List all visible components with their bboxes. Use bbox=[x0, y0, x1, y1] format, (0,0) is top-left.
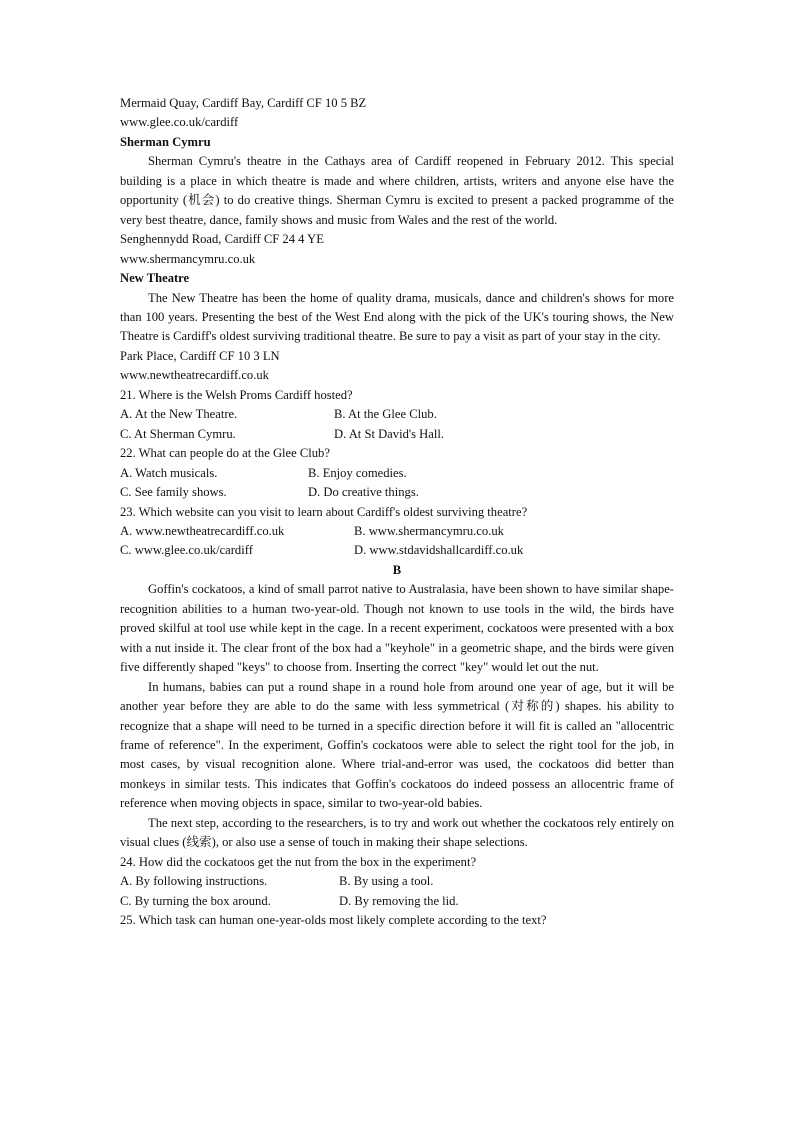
option-c: C. At Sherman Cymru. bbox=[120, 426, 236, 441]
option-c: C. See family shows. bbox=[120, 485, 227, 500]
option-a: A. www.newtheatrecardiff.co.uk bbox=[120, 523, 285, 538]
question-21-options-row-2 bbox=[120, 425, 674, 444]
section-b-heading: B bbox=[392, 562, 402, 577]
option-b: B. www.shermancymru.co.uk bbox=[354, 523, 504, 538]
option-d: D. By removing the lid. bbox=[339, 893, 459, 908]
option-a: A. By following instructions. bbox=[120, 874, 268, 889]
question-24: 24. How did the cockatoos get the nut from the box in the experiment? bbox=[120, 854, 477, 869]
question-22-options-row-2 bbox=[120, 483, 674, 502]
sherman-address: Senghennydd Road, Cardiff CF 24 4 YE bbox=[120, 232, 324, 247]
document-page bbox=[120, 94, 674, 930]
question-23-options-row-2 bbox=[120, 541, 674, 560]
question-23: 23. Which website can you visit to learn about Cardiff's oldest surviving theatre? bbox=[120, 504, 528, 519]
option-d: D. www.stdavidshallcardiff.co.uk bbox=[354, 543, 524, 558]
question-22: 22. What can people do at the Glee Club? bbox=[120, 446, 330, 461]
option-d: D. Do creative things. bbox=[308, 485, 419, 500]
section-b-paragraph-3: The next step, according to the researchers, is to try and work out whether the cockatoos rely entirely on visual clues (线索), or also use a sense of touch in making their shape selections. bbox=[120, 815, 674, 850]
question-24-options-row-2 bbox=[120, 892, 674, 911]
option-a: A. At the New Theatre. bbox=[120, 407, 238, 422]
new-theatre-title: New Theatre bbox=[120, 271, 190, 286]
sherman-title: Sherman Cymru bbox=[120, 134, 211, 149]
sherman-body: Sherman Cymru's theatre in the Cathays area of Cardiff reopened in February 2012. This special building is a place in which theatre is made and where children, artists, writers and anyone else have the opportunity (机会) to do creative things. Sherman Cymru is excited to present a packed programme of the very best theatre, dance, family shows and music from Wales and the rest of the world. bbox=[120, 154, 674, 227]
question-23-options-row-1 bbox=[120, 522, 674, 541]
glee-website: www.glee.co.uk/cardiff bbox=[120, 115, 239, 130]
question-24-options-row-1 bbox=[120, 872, 674, 891]
option-b: B. At the Glee Club. bbox=[334, 407, 437, 422]
option-c: C. By turning the box around. bbox=[120, 893, 271, 908]
question-21: 21. Where is the Welsh Proms Cardiff hosted? bbox=[120, 387, 353, 402]
option-c: C. www.glee.co.uk/cardiff bbox=[120, 543, 253, 558]
question-22-options-row-1 bbox=[120, 464, 674, 483]
question-25: 25. Which task can human one-year-olds most likely complete according to the text? bbox=[120, 913, 547, 928]
option-a: A. Watch musicals. bbox=[120, 465, 218, 480]
glee-address: Mermaid Quay, Cardiff Bay, Cardiff CF 10 5 BZ bbox=[120, 96, 367, 110]
section-b-paragraph-1: Goffin's cockatoos, a kind of small parrot native to Australasia, have been shown to have similar shape-recognition abilities to a human two-year-old. Though not known to use tools in the wild, the birds have proved skilful at tool use while kept in the cage. In a recent experiment, cockatoos were presented with a box with a nut inside it. The clear front of the box had a "keyhole" in a geometric shape, and the birds were given five differently shaped "keys" to choose from. Inserting the correct "key" would let out the nut. bbox=[120, 582, 674, 675]
new-theatre-address: Park Place, Cardiff CF 10 3 LN bbox=[120, 348, 280, 363]
new-theatre-body: The New Theatre has been the home of quality drama, musicals, dance and children's shows for more than 100 years. Presenting the best of the West End along with the pick of the UK's touring shows, the New Theatre is Cardiff's oldest surviving traditional theatre. Be sure to pay a visit as part of your stay in the city. bbox=[120, 290, 674, 344]
option-b: B. Enjoy comedies. bbox=[308, 465, 407, 480]
option-d: D. At St David's Hall. bbox=[334, 426, 445, 441]
new-theatre-website: www.newtheatrecardiff.co.uk bbox=[120, 368, 269, 383]
option-b: B. By using a tool. bbox=[339, 874, 434, 889]
sherman-website: www.shermancymru.co.uk bbox=[120, 251, 256, 266]
section-b-paragraph-2: In humans, babies can put a round shape in a round hole from around one year of age, but it will be another year before they are able to do the same with less symmetrical (对称的) shapes. his ability to recognize that a shape will need to be turned in a specific direction before it will fit is called an "allocentric frame of reference". In the experiment, Goffin's cockatoos were able to select the right tool for the job, in most cases, by visual recognition alone. Where trial-and-error was used, the cockatoos did better than monkeys in similar tests. This indicates that Goffin's cockatoos do indeed possess an allocentric frame of reference when moving objects in space, similar to two-year-old babies. bbox=[120, 679, 674, 811]
question-21-options-row-1 bbox=[120, 405, 674, 424]
